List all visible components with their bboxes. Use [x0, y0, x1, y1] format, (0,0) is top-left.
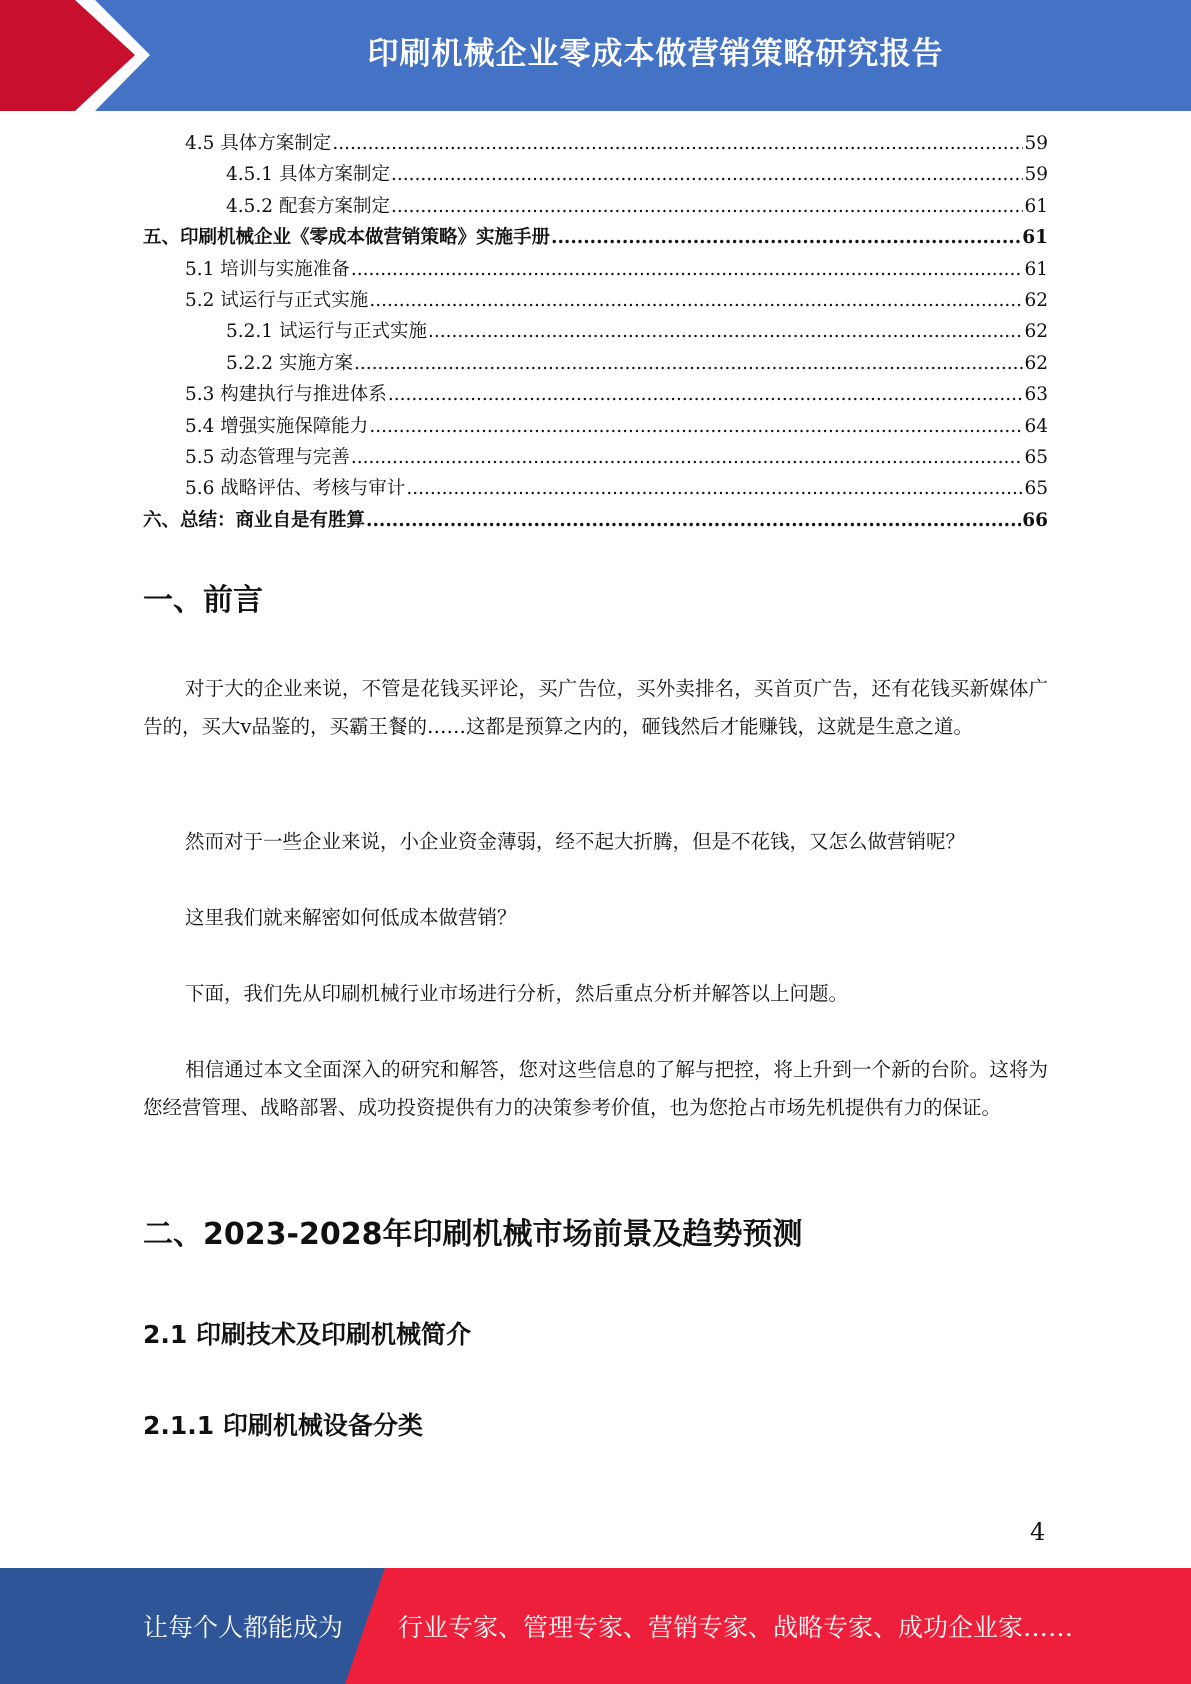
header-banner — [0, 0, 1191, 111]
table-of-contents — [143, 129, 1048, 537]
toc-dot-leader — [551, 227, 1021, 248]
toc-dot-leader — [369, 290, 1023, 311]
toc-dot-leader — [428, 321, 1023, 342]
toc-entry-page: 66 — [1022, 509, 1048, 531]
section-heading-market-outlook: 二、2023-2028年印刷机械市场前景及趋势预测 — [143, 1217, 803, 1252]
toc-dot-leader — [351, 259, 1024, 280]
subsection-heading: 2.1.1 印刷机械设备分类 — [143, 1411, 423, 1440]
toc-entry[interactable] — [143, 349, 1048, 380]
toc-entry-page: 61 — [1024, 258, 1048, 280]
paragraph: 对于大的企业来说，不管是花钱买评论，买广告位，买外卖排名，买首页广告，还有花钱买新媒体广告的，买大v品鉴的，买霸王餐的……这都是预算之内的，砸钱然后才能赚钱，这就是生意之道。 — [143, 677, 1048, 738]
toc-dot-leader — [369, 416, 1023, 437]
toc-entry-title: 5.3 构建执行与推进体系 — [185, 384, 387, 406]
toc-entry-title: 5.2.2 实施方案 — [226, 352, 353, 374]
toc-entry-page: 65 — [1024, 446, 1048, 468]
toc-entry[interactable] — [143, 129, 1048, 160]
paragraph: 这里我们就来解密如何低成本做营销？ — [185, 906, 517, 929]
toc-entry[interactable] — [143, 412, 1048, 443]
toc-entry-title: 六、总结：商业自是有胜算 — [143, 509, 366, 531]
toc-entry-page: 63 — [1024, 384, 1048, 406]
subsection-heading: 2.1 印刷技术及印刷机械简介 — [143, 1320, 471, 1349]
toc-dot-leader — [391, 164, 1023, 185]
toc-entry[interactable] — [143, 223, 1048, 254]
toc-entry-title: 5.2 试运行与正式实施 — [185, 289, 369, 311]
footer-banner — [0, 1568, 1191, 1684]
toc-entry-page: 65 — [1024, 478, 1048, 500]
paragraph: 下面，我们先从印刷机械行业市场进行分析，然后重点分析并解答以上问题。 — [185, 982, 849, 1005]
toc-entry-title: 4.5.2 配套方案制定 — [226, 195, 390, 217]
toc-entry-title: 5.5 动态管理与完善 — [185, 446, 350, 468]
toc-entry-title: 4.5.1 具体方案制定 — [226, 164, 390, 186]
toc-entry[interactable] — [143, 474, 1048, 505]
toc-entry-page: 62 — [1024, 289, 1048, 311]
page-number: 4 — [1030, 1518, 1046, 1546]
toc-entry-page: 62 — [1024, 352, 1048, 374]
section-heading-preface: 一、前言 — [143, 583, 263, 618]
toc-entry-page: 62 — [1024, 321, 1048, 343]
paragraph: 相信通过本文全面深入的研究和解答，您对这些信息的了解与把控，将上升到一个新的台阶。这将为您经营管理、战略部署、成功投资提供有力的决策参考价值，也为您抢占市场先机提供有力的保证。 — [143, 1058, 1048, 1119]
toc-dot-leader — [332, 133, 1023, 154]
footer-slogan-right: 行业专家、管理专家、营销专家、战略专家、成功企业家…… — [398, 1613, 1074, 1642]
toc-dot-leader — [351, 447, 1024, 468]
toc-dot-leader — [366, 510, 1021, 531]
toc-entry-title: 5.4 增强实施保障能力 — [185, 415, 369, 437]
toc-entry[interactable] — [143, 160, 1048, 191]
toc-entry-page: 59 — [1024, 133, 1048, 154]
toc-entry-page: 61 — [1022, 227, 1048, 249]
toc-entry-title: 五、印刷机械企业《零成本做营销策略》实施手册 — [143, 227, 551, 249]
toc-entry[interactable] — [143, 192, 1048, 223]
toc-entry[interactable] — [143, 443, 1048, 474]
toc-entry-title: 5.2.1 试运行与正式实施 — [226, 321, 427, 343]
toc-entry-page: 61 — [1024, 195, 1048, 217]
toc-entry-title: 4.5 具体方案制定 — [185, 133, 332, 154]
footer-slogan-left: 让每个人都能成为 — [143, 1613, 344, 1642]
toc-entry-page: 59 — [1024, 164, 1048, 186]
report-title: 印刷机械企业零成本做营销策略研究报告 — [367, 35, 944, 72]
toc-entry-page: 64 — [1024, 415, 1048, 437]
toc-dot-leader — [388, 384, 1024, 405]
toc-entry[interactable] — [143, 317, 1048, 348]
toc-entry[interactable] — [143, 380, 1048, 411]
toc-dot-leader — [354, 353, 1024, 374]
toc-entry[interactable] — [143, 286, 1048, 317]
toc-entry-title: 5.6 战略评估、考核与审计 — [185, 478, 406, 500]
paragraph: 然而对于一些企业来说，小企业资金薄弱，经不起大折腾，但是不花钱，又怎么做营销呢？ — [185, 830, 966, 853]
toc-entry[interactable] — [143, 506, 1048, 537]
toc-dot-leader — [391, 196, 1023, 217]
toc-entry[interactable] — [143, 255, 1048, 286]
toc-entry-title: 5.1 培训与实施准备 — [185, 258, 350, 280]
toc-dot-leader — [406, 478, 1023, 499]
